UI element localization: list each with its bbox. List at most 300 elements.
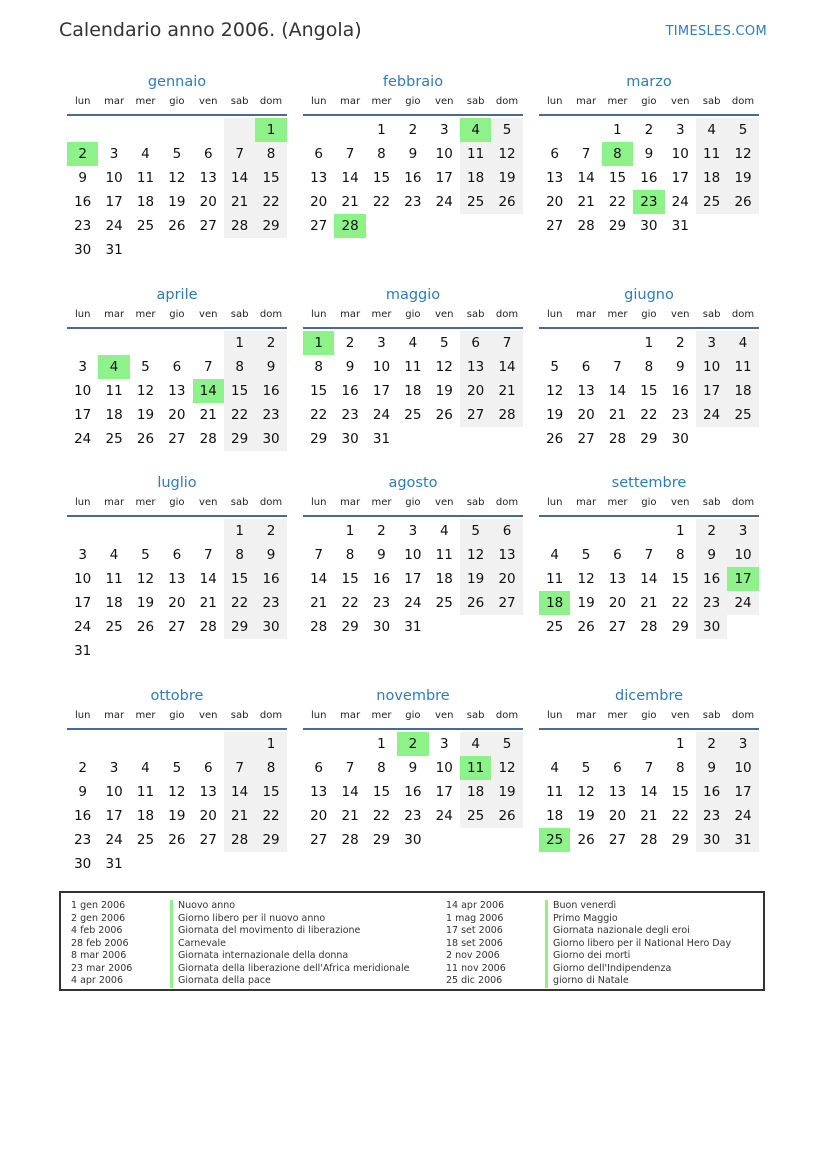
day-cell: 16: [74, 194, 92, 210]
day-cell: 15: [671, 784, 689, 800]
holiday-date: 18 set 2006: [446, 937, 503, 949]
day-cell: 18: [105, 595, 123, 611]
day-cell: 26: [168, 832, 186, 848]
holiday-day: 1: [303, 331, 334, 355]
weekday-label: dom: [731, 497, 755, 508]
day-cell: 10: [105, 784, 123, 800]
month-maggio: [303, 285, 523, 451]
day-cell: 18: [460, 166, 491, 190]
day-cell: 29: [310, 431, 328, 447]
day-cell: 31: [671, 218, 689, 234]
empty-cell: [193, 331, 224, 355]
day-cell: 25: [136, 832, 155, 848]
holiday-date: 2 nov 2006: [446, 950, 500, 961]
weekday-label: gio: [169, 710, 185, 721]
weekday-header: [539, 308, 759, 329]
weekday-label: gio: [641, 96, 657, 107]
month-name: luglio: [157, 475, 197, 491]
day-cell: 2: [345, 335, 355, 351]
day-cell: 29: [341, 619, 359, 635]
day-cell: 5: [172, 760, 182, 776]
day-cell: 21: [341, 194, 359, 210]
weekday-label: lun: [74, 710, 91, 721]
day-cell: 12: [546, 383, 564, 399]
day-cell: 14: [310, 571, 328, 587]
day-cell: 17: [372, 383, 391, 399]
weekday-label: gio: [405, 309, 421, 320]
day-cell: 21: [310, 595, 328, 611]
weekday-header: [539, 496, 759, 517]
empty-cell: [224, 732, 255, 756]
day-cell: 12: [136, 383, 155, 399]
day-cell: 22: [640, 407, 658, 423]
day-grid: [303, 331, 523, 451]
holiday-date: 8 mar 2006: [71, 950, 127, 961]
day-cell: 22: [671, 595, 689, 611]
holiday-name: Carnevale: [170, 938, 226, 951]
day-cell: 11: [404, 359, 422, 375]
day-cell: 15: [255, 166, 286, 190]
day-cell: 14: [640, 571, 658, 587]
day-cell: 23: [696, 591, 727, 615]
holiday-name: Giorno dei morti: [545, 950, 630, 963]
day-cell: 29: [372, 832, 391, 848]
day-cell: 25: [546, 619, 564, 635]
holiday-name: Primo Maggio: [545, 913, 618, 926]
day-cell: 14: [341, 784, 359, 800]
month-settembre: [539, 473, 759, 639]
empty-cell: [539, 331, 570, 355]
day-cell: 9: [377, 547, 386, 563]
day-cell: 2: [377, 523, 386, 539]
day-cell: 18: [727, 379, 758, 403]
holiday-date: 25 dic 2006: [446, 975, 503, 986]
day-cell: 15: [310, 383, 328, 399]
day-cell: 3: [727, 732, 758, 756]
month-aprile: [67, 285, 287, 451]
holiday-day: 18: [539, 591, 570, 615]
day-cell: 8: [224, 543, 255, 567]
day-cell: 18: [404, 383, 422, 399]
day-cell: 19: [168, 808, 186, 824]
holiday-row: [446, 938, 786, 951]
day-cell: 21: [224, 804, 255, 828]
day-cell: 4: [727, 331, 758, 355]
weekday-label: ven: [435, 96, 454, 107]
day-cell: 19: [491, 166, 522, 190]
day-cell: 23: [74, 832, 92, 848]
empty-cell: [130, 519, 161, 543]
empty-cell: [130, 732, 161, 756]
empty-cell: [224, 118, 255, 142]
day-cell: 20: [199, 194, 217, 210]
day-cell: 19: [460, 567, 491, 591]
day-cell: 4: [696, 118, 727, 142]
day-cell: 5: [581, 760, 591, 776]
day-cell: 30: [696, 828, 727, 852]
holiday-row: [446, 913, 786, 926]
day-cell: 29: [671, 832, 689, 848]
day-cell: 23: [372, 595, 391, 611]
holiday-row: [71, 938, 411, 951]
day-cell: 19: [577, 808, 595, 824]
day-cell: 24: [727, 804, 758, 828]
day-cell: 14: [224, 780, 255, 804]
day-cell: 17: [105, 808, 123, 824]
day-grid: [539, 519, 759, 639]
day-cell: 1: [224, 331, 255, 355]
month-name: settembre: [611, 475, 687, 491]
day-cell: 27: [546, 218, 564, 234]
day-cell: 2: [696, 732, 727, 756]
weekday-label: ven: [671, 497, 690, 508]
day-cell: 23: [696, 804, 727, 828]
empty-cell: [539, 519, 570, 543]
day-cell: 16: [341, 383, 359, 399]
day-grid: [67, 118, 287, 262]
day-cell: 30: [372, 619, 391, 635]
brand-link[interactable]: TIMESLES.COM: [665, 24, 767, 39]
weekday-label: dom: [495, 309, 519, 320]
day-cell: 12: [460, 543, 491, 567]
month-name: gennaio: [147, 74, 207, 90]
weekday-label: ven: [435, 497, 454, 508]
day-cell: 19: [435, 383, 453, 399]
day-cell: 13: [460, 355, 491, 379]
day-cell: 26: [435, 407, 453, 423]
day-cell: 24: [435, 194, 453, 210]
day-cell: 28: [224, 828, 255, 852]
holiday-row: [71, 963, 411, 976]
day-cell: 5: [141, 359, 150, 375]
weekday-label: sab: [466, 309, 485, 320]
day-cell: 21: [608, 407, 627, 423]
weekday-header: [67, 496, 287, 517]
day-cell: 7: [345, 146, 355, 162]
day-cell: 27: [577, 431, 595, 447]
day-cell: 2: [255, 519, 286, 543]
day-cell: 25: [460, 804, 491, 828]
day-cell: 10: [696, 355, 727, 379]
weekday-label: mer: [135, 309, 156, 320]
day-cell: 28: [640, 619, 658, 635]
day-cell: 9: [345, 359, 355, 375]
day-cell: 1: [255, 732, 286, 756]
day-cell: 17: [727, 780, 758, 804]
month-name: novembre: [376, 688, 450, 704]
day-cell: 3: [109, 760, 119, 776]
holiday-list: [59, 891, 765, 991]
month-luglio: [67, 473, 287, 663]
day-cell: 27: [310, 832, 328, 848]
day-cell: 14: [341, 170, 359, 186]
day-grid: [303, 118, 523, 238]
day-grid: [303, 519, 523, 639]
day-cell: 7: [224, 142, 255, 166]
holiday-date: 28 feb 2006: [71, 937, 129, 949]
day-cell: 1: [613, 122, 622, 138]
holiday-date: 17 set 2006: [446, 925, 503, 936]
day-cell: 4: [141, 760, 150, 776]
day-cell: 29: [255, 214, 286, 238]
day-cell: 7: [224, 756, 255, 780]
day-cell: 16: [696, 567, 727, 591]
day-cell: 6: [491, 519, 522, 543]
day-cell: 10: [74, 571, 92, 587]
day-cell: 31: [74, 643, 92, 659]
empty-cell: [130, 118, 161, 142]
holiday-row: [71, 913, 411, 926]
day-cell: 21: [224, 190, 255, 214]
day-cell: 14: [199, 571, 217, 587]
weekday-label: mer: [607, 309, 628, 320]
day-cell: 30: [74, 856, 92, 872]
day-cell: 13: [168, 571, 186, 587]
day-cell: 9: [78, 170, 87, 186]
day-cell: 6: [613, 547, 622, 563]
day-cell: 20: [577, 407, 595, 423]
day-cell: 18: [546, 808, 564, 824]
day-cell: 24: [105, 832, 123, 848]
empty-cell: [570, 519, 601, 543]
holiday-date: 1 mag 2006: [446, 912, 504, 924]
month-febbraio: [303, 72, 523, 238]
day-cell: 25: [105, 619, 123, 635]
weekday-header: [67, 308, 287, 329]
day-cell: 15: [224, 379, 255, 403]
day-cell: 15: [671, 571, 689, 587]
empty-cell: [570, 732, 601, 756]
empty-cell: [161, 118, 192, 142]
day-cell: 14: [224, 166, 255, 190]
day-cell: 27: [608, 619, 627, 635]
weekday-label: dom: [259, 497, 283, 508]
day-cell: 29: [255, 828, 286, 852]
day-cell: 2: [255, 331, 286, 355]
day-cell: 16: [671, 383, 689, 399]
day-cell: 11: [696, 142, 727, 166]
day-cell: 25: [727, 403, 758, 427]
weekday-label: ven: [435, 710, 454, 721]
day-cell: 2: [675, 335, 685, 351]
empty-cell: [67, 732, 98, 756]
holiday-name: Buon venerdì: [545, 900, 616, 913]
weekday-label: sab: [702, 497, 721, 508]
day-cell: 17: [74, 595, 92, 611]
empty-cell: [161, 732, 192, 756]
day-cell: 3: [408, 523, 418, 539]
weekday-label: ven: [671, 710, 690, 721]
day-cell: 9: [644, 146, 654, 162]
weekday-label: mer: [135, 96, 156, 107]
day-cell: 12: [435, 359, 453, 375]
holiday-day: 14: [193, 379, 224, 403]
day-cell: 13: [199, 170, 217, 186]
day-cell: 19: [546, 407, 564, 423]
day-cell: 20: [546, 194, 564, 210]
day-cell: 17: [696, 379, 727, 403]
holiday-day: 11: [460, 756, 491, 780]
day-cell: 7: [314, 547, 323, 563]
day-cell: 10: [404, 547, 422, 563]
day-cell: 22: [341, 595, 359, 611]
day-cell: 22: [608, 194, 627, 210]
day-cell: 17: [404, 571, 422, 587]
holiday-row: [446, 900, 786, 913]
day-cell: 16: [372, 571, 391, 587]
holiday-row: [71, 925, 411, 938]
day-cell: 27: [168, 431, 186, 447]
weekday-label: gio: [641, 309, 657, 320]
day-cell: 28: [224, 214, 255, 238]
day-cell: 18: [696, 166, 727, 190]
empty-cell: [193, 519, 224, 543]
day-cell: 27: [310, 218, 328, 234]
holiday-day: 17: [727, 567, 758, 591]
day-cell: 22: [224, 591, 255, 615]
weekday-label: mer: [371, 309, 392, 320]
day-cell: 4: [408, 335, 418, 351]
empty-cell: [98, 331, 129, 355]
day-cell: 4: [109, 547, 119, 563]
empty-cell: [161, 519, 192, 543]
day-cell: 30: [696, 615, 727, 639]
weekday-label: lun: [546, 497, 563, 508]
empty-cell: [334, 118, 365, 142]
day-cell: 13: [608, 784, 627, 800]
day-cell: 30: [341, 431, 359, 447]
weekday-label: mer: [607, 710, 628, 721]
weekday-label: mar: [576, 710, 597, 721]
holiday-row: [446, 975, 786, 988]
empty-cell: [303, 732, 334, 756]
weekday-label: ven: [199, 96, 218, 107]
day-cell: 27: [491, 591, 522, 615]
holiday-date: 4 apr 2006: [71, 975, 124, 986]
day-cell: 5: [491, 732, 522, 756]
day-cell: 2: [644, 122, 654, 138]
holiday-column-right: [446, 900, 786, 988]
month-ottobre: [67, 686, 287, 876]
holiday-day: 1: [255, 118, 286, 142]
weekday-label: mar: [576, 309, 597, 320]
holiday-date: 2 gen 2006: [71, 912, 126, 924]
weekday-header: [303, 496, 523, 517]
holiday-name: Giornata della pace: [170, 975, 271, 988]
day-cell: 24: [696, 403, 727, 427]
weekday-label: sab: [230, 96, 249, 107]
weekday-label: lun: [310, 309, 327, 320]
day-cell: 14: [491, 355, 522, 379]
day-cell: 24: [404, 595, 422, 611]
weekday-label: sab: [466, 710, 485, 721]
day-cell: 23: [671, 407, 689, 423]
day-cell: 22: [310, 407, 328, 423]
day-cell: 24: [727, 591, 758, 615]
day-cell: 13: [546, 170, 564, 186]
day-cell: 10: [727, 756, 758, 780]
day-cell: 7: [644, 547, 654, 563]
day-cell: 16: [255, 567, 286, 591]
day-cell: 2: [78, 760, 87, 776]
holiday-column-left: [71, 900, 411, 988]
day-cell: 12: [491, 142, 522, 166]
day-cell: 7: [581, 146, 591, 162]
day-cell: 10: [372, 359, 391, 375]
day-cell: 8: [345, 547, 355, 563]
holiday-date: 4 feb 2006: [71, 925, 123, 936]
weekday-label: mar: [104, 497, 125, 508]
empty-cell: [67, 519, 98, 543]
day-cell: 26: [727, 190, 758, 214]
day-cell: 11: [136, 784, 155, 800]
day-cell: 17: [435, 170, 453, 186]
day-cell: 9: [696, 543, 727, 567]
day-cell: 28: [310, 619, 328, 635]
day-cell: 6: [172, 359, 182, 375]
holiday-name: Giorno libero per il nuovo anno: [170, 913, 325, 926]
day-cell: 10: [74, 383, 92, 399]
day-cell: 8: [314, 359, 323, 375]
day-cell: 7: [345, 760, 355, 776]
day-cell: 9: [675, 359, 685, 375]
holiday-name: Giornata del movimento di liberazione: [170, 925, 360, 938]
day-cell: 6: [203, 760, 213, 776]
weekday-label: mer: [135, 497, 156, 508]
day-cell: 16: [640, 170, 658, 186]
month-dicembre: [539, 686, 759, 852]
day-cell: 3: [377, 335, 386, 351]
day-cell: 8: [377, 146, 386, 162]
day-cell: 23: [74, 218, 92, 234]
day-cell: 25: [136, 218, 155, 234]
weekday-label: dom: [259, 309, 283, 320]
day-cell: 6: [314, 146, 323, 162]
empty-cell: [539, 732, 570, 756]
day-cell: 22: [372, 194, 391, 210]
day-cell: 6: [314, 760, 323, 776]
day-cell: 26: [136, 619, 155, 635]
page-title: Calendario anno 2006. (Angola): [59, 19, 362, 41]
day-cell: 7: [203, 359, 213, 375]
holiday-name: Giornata internazionale della donna: [170, 950, 348, 963]
day-cell: 25: [404, 407, 422, 423]
weekday-label: ven: [199, 710, 218, 721]
day-cell: 5: [460, 519, 491, 543]
weekday-label: mar: [576, 497, 597, 508]
day-grid: [539, 118, 759, 238]
weekday-label: gio: [169, 96, 185, 107]
day-cell: 2: [408, 122, 418, 138]
day-cell: 16: [255, 379, 286, 403]
empty-cell: [98, 118, 129, 142]
day-cell: 10: [435, 760, 453, 776]
day-cell: 26: [577, 619, 595, 635]
day-cell: 11: [136, 170, 155, 186]
day-cell: 29: [608, 218, 627, 234]
day-cell: 21: [491, 379, 522, 403]
day-cell: 21: [640, 808, 658, 824]
empty-cell: [67, 331, 98, 355]
weekday-label: sab: [702, 96, 721, 107]
empty-cell: [161, 331, 192, 355]
weekday-label: dom: [495, 96, 519, 107]
empty-cell: [130, 331, 161, 355]
month-name: marzo: [626, 74, 672, 90]
weekday-label: lun: [546, 710, 563, 721]
day-cell: 1: [345, 523, 355, 539]
day-cell: 3: [78, 547, 87, 563]
